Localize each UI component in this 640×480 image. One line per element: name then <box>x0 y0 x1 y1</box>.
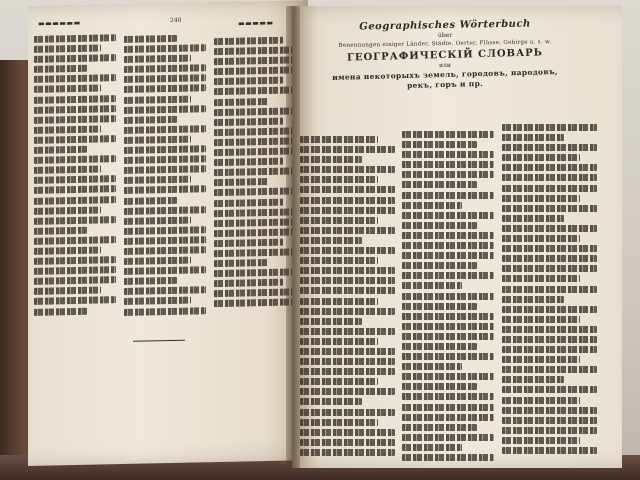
text-line <box>34 45 101 53</box>
text-line <box>402 171 494 178</box>
left-page <box>28 0 308 466</box>
text-line <box>402 252 494 259</box>
text-line <box>34 256 116 265</box>
text-line <box>300 398 362 405</box>
text-line <box>402 222 477 229</box>
text-line <box>124 125 206 134</box>
text-line <box>402 131 494 138</box>
text-line <box>502 174 597 181</box>
text-line <box>34 115 116 124</box>
text-line <box>502 286 597 293</box>
text-line <box>124 35 177 43</box>
text-line <box>124 226 206 235</box>
text-line <box>124 105 206 114</box>
text-line <box>502 215 564 222</box>
book-gutter <box>286 6 300 468</box>
text-line <box>34 246 101 254</box>
text-line <box>502 144 597 151</box>
text-line <box>402 262 477 269</box>
text-line <box>124 287 206 296</box>
text-line <box>124 65 206 74</box>
text-line <box>124 136 191 144</box>
text-line <box>300 388 395 395</box>
text-line <box>34 155 116 164</box>
text-line <box>124 206 206 215</box>
text-line <box>502 407 597 414</box>
right-page-column-3 <box>502 124 597 464</box>
text-line <box>402 202 462 209</box>
title-german: Geographisches Wörterbuch <box>359 18 531 33</box>
text-line <box>300 348 395 355</box>
text-line <box>124 55 191 63</box>
text-line <box>402 313 494 320</box>
text-line <box>300 298 378 305</box>
text-line <box>214 37 283 45</box>
text-line <box>124 116 177 124</box>
text-line <box>502 225 597 232</box>
text-line <box>502 185 597 192</box>
text-line <box>300 166 395 173</box>
text-line <box>214 259 269 267</box>
text-line <box>300 277 395 284</box>
text-line <box>124 165 206 174</box>
text-line <box>214 198 283 206</box>
text-line <box>402 454 494 461</box>
text-line <box>214 239 283 247</box>
text-line <box>402 232 494 239</box>
text-line <box>124 44 206 53</box>
text-line <box>34 65 87 73</box>
text-line <box>402 404 494 411</box>
text-line <box>300 146 395 153</box>
text-line <box>502 164 597 171</box>
title-russian-sub: или <box>439 61 451 70</box>
text-line <box>34 75 116 84</box>
text-line <box>300 237 362 244</box>
text-line <box>34 54 116 63</box>
text-line <box>34 105 116 114</box>
text-line <box>402 343 477 350</box>
text-line <box>214 117 283 125</box>
text-line <box>502 195 580 202</box>
text-line <box>124 266 206 275</box>
text-line <box>502 376 564 383</box>
text-line <box>300 197 395 204</box>
text-line <box>300 267 395 274</box>
text-line <box>502 386 597 393</box>
text-line <box>402 373 494 380</box>
text-line <box>502 275 580 282</box>
text-line <box>402 272 494 279</box>
text-line <box>34 125 101 133</box>
text-line <box>502 235 580 242</box>
text-line <box>214 178 269 186</box>
text-line <box>300 358 395 365</box>
title-russian: ГЕОГРАФИЧЕСКІЙ СЛОВАРЬ <box>346 47 544 64</box>
text-line <box>300 217 378 224</box>
text-line <box>300 409 395 416</box>
text-line <box>502 336 597 343</box>
text-line <box>124 85 206 94</box>
text-line <box>502 356 580 363</box>
text-line <box>34 287 101 295</box>
text-line <box>402 424 477 431</box>
text-line <box>34 85 101 93</box>
text-line <box>502 447 597 454</box>
text-line <box>34 297 116 306</box>
text-line <box>34 266 116 275</box>
right-page-column-2 <box>402 131 494 466</box>
text-line <box>214 279 283 287</box>
text-line <box>124 155 206 164</box>
text-line <box>502 417 597 424</box>
text-line <box>502 296 564 303</box>
text-line <box>124 246 206 255</box>
text-line <box>502 245 597 252</box>
text-line <box>300 429 395 436</box>
text-line <box>124 186 206 195</box>
title-russian-desc-1: имена некоторыхъ земель, городовъ, народовъ, <box>332 67 558 82</box>
text-line <box>402 293 494 300</box>
text-line <box>300 368 395 375</box>
left-page-column-2 <box>124 34 206 326</box>
text-line <box>502 154 580 161</box>
text-line <box>502 346 597 353</box>
text-line <box>402 151 494 158</box>
text-line <box>402 282 462 289</box>
text-line <box>214 77 283 85</box>
text-line <box>124 257 191 265</box>
text-line <box>502 124 597 131</box>
text-line <box>502 255 597 262</box>
text-line <box>502 437 580 444</box>
left-page-column-1 <box>34 34 116 326</box>
text-line <box>300 247 395 254</box>
text-line <box>300 257 378 264</box>
text-line <box>502 134 564 141</box>
text-line <box>402 444 462 451</box>
text-line <box>300 308 395 315</box>
text-line <box>300 328 395 335</box>
text-line <box>300 419 378 426</box>
text-line <box>124 75 206 84</box>
text-line <box>402 383 477 390</box>
text-line <box>34 206 101 214</box>
text-line <box>34 307 87 315</box>
text-line <box>300 136 378 143</box>
text-line <box>124 196 177 204</box>
text-line <box>402 161 494 168</box>
text-line <box>300 338 378 345</box>
text-line <box>502 205 597 212</box>
text-line <box>34 276 116 285</box>
text-line <box>34 95 116 104</box>
text-line <box>124 277 177 285</box>
text-line <box>34 236 116 245</box>
text-line <box>402 333 494 340</box>
column-end-rule <box>133 340 185 342</box>
text-line <box>300 287 395 294</box>
text-line <box>502 366 597 373</box>
text-line <box>124 176 191 184</box>
text-line <box>34 216 116 225</box>
text-line <box>34 34 116 43</box>
left-page-running-head-right: ▬▬▬▬▬ <box>238 18 274 28</box>
text-line <box>124 236 206 245</box>
text-line <box>402 141 477 148</box>
text-line <box>502 326 597 333</box>
text-line <box>300 156 362 163</box>
text-line <box>402 192 494 199</box>
text-line <box>402 393 494 400</box>
text-line <box>402 414 494 421</box>
text-line <box>402 181 477 188</box>
text-line <box>502 397 580 404</box>
page-number: 240 <box>170 16 182 25</box>
dictionary-title-block <box>300 20 590 89</box>
text-line <box>402 363 462 370</box>
left-page-running-head-left: ▬▬▬▬▬▬ <box>38 18 81 28</box>
text-line <box>402 303 477 310</box>
text-line <box>124 307 206 316</box>
text-line <box>124 297 191 305</box>
text-line <box>300 378 378 385</box>
text-line <box>402 242 494 249</box>
text-line <box>300 176 378 183</box>
text-line <box>124 216 191 224</box>
text-line <box>402 353 494 360</box>
text-line <box>34 227 87 235</box>
text-line <box>300 449 395 456</box>
right-page-column-1 <box>300 136 395 466</box>
text-line <box>124 95 191 103</box>
text-line <box>502 265 597 272</box>
text-line <box>34 135 116 144</box>
text-line <box>402 323 494 330</box>
text-line <box>214 158 283 166</box>
text-line <box>300 186 395 193</box>
text-line <box>502 427 597 434</box>
title-russian-desc-2: рекъ, горъ и пр. <box>406 79 484 90</box>
text-line <box>300 227 395 234</box>
text-line <box>300 207 395 214</box>
text-line <box>300 318 362 325</box>
text-line <box>124 145 206 154</box>
text-line <box>34 196 116 205</box>
text-line <box>502 316 580 323</box>
text-line <box>34 166 101 174</box>
title-german-sub: über <box>437 31 453 40</box>
text-line <box>300 439 395 446</box>
text-line <box>402 434 494 441</box>
text-line <box>214 98 269 106</box>
title-german-desc: Benennungen einiger Länder, Städte, Oerter, Flüsse, Gebirge u. s. w. <box>338 39 552 49</box>
text-line <box>34 175 116 184</box>
text-line <box>502 306 597 313</box>
text-line <box>34 186 116 195</box>
text-line <box>34 146 87 154</box>
text-line <box>402 212 494 219</box>
